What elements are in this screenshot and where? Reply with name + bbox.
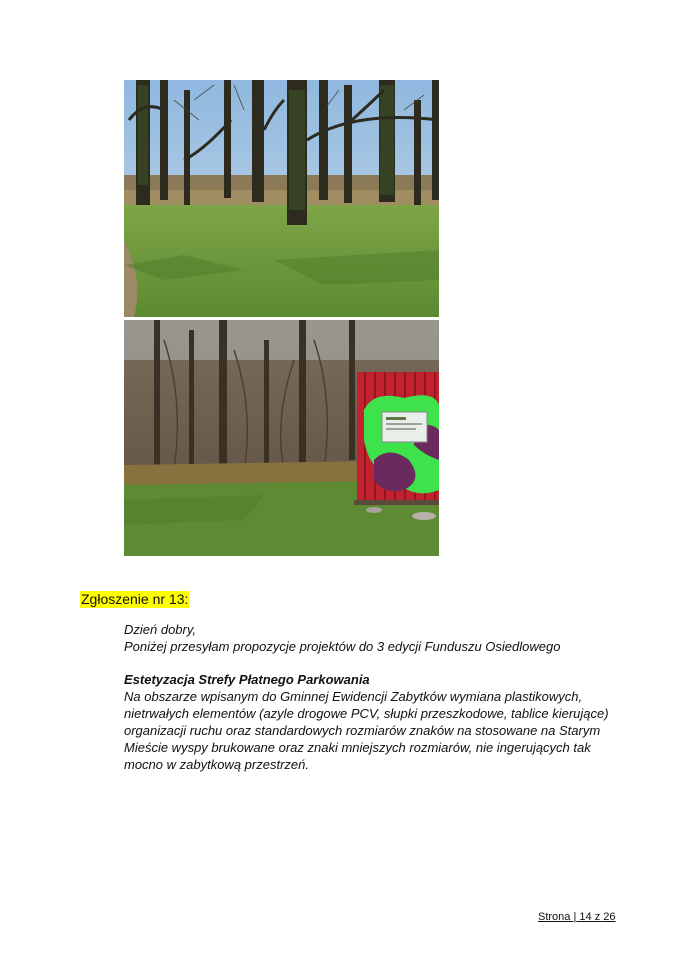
greeting-line: Dzień dobry, xyxy=(124,622,197,637)
footer-label: Strona xyxy=(538,911,571,923)
submission-heading: Zgłoszenie nr 13: xyxy=(81,591,189,607)
page-footer xyxy=(538,911,616,924)
submission-body xyxy=(124,621,624,773)
description-line: organizacji ruchu oraz standardowych rozmiarów znaków na stosowane na Starym xyxy=(124,723,601,738)
park-container-photo xyxy=(124,320,439,556)
description-line: mocno w zabytkową przestrzeń. xyxy=(124,757,309,772)
intro-line: Poniżej przesyłam propozycje projektów do 3 edycji Funduszu Osiedlowego xyxy=(124,639,561,654)
footer-of: z xyxy=(594,911,601,923)
park-trees-photo xyxy=(124,80,439,317)
footer-total: 26 xyxy=(603,911,616,923)
description-line: nietrwałych elementów (azyle drogowe PCV, słupki przeszkodowe, tablice kierujące) xyxy=(124,706,609,721)
project-title: Estetyzacja Strefy Płatnego Parkowania xyxy=(124,672,370,687)
description-line: Mieście wyspy brukowane oraz znaki mniejszych rozmiarów, nie ingerujących tak xyxy=(124,740,591,755)
footer-separator: | xyxy=(573,911,577,923)
description-line: Na obszarze wpisanym do Gminnej Ewidencji Zabytków wymiana plastikowych, xyxy=(124,689,583,704)
footer-page: 14 xyxy=(579,911,592,923)
